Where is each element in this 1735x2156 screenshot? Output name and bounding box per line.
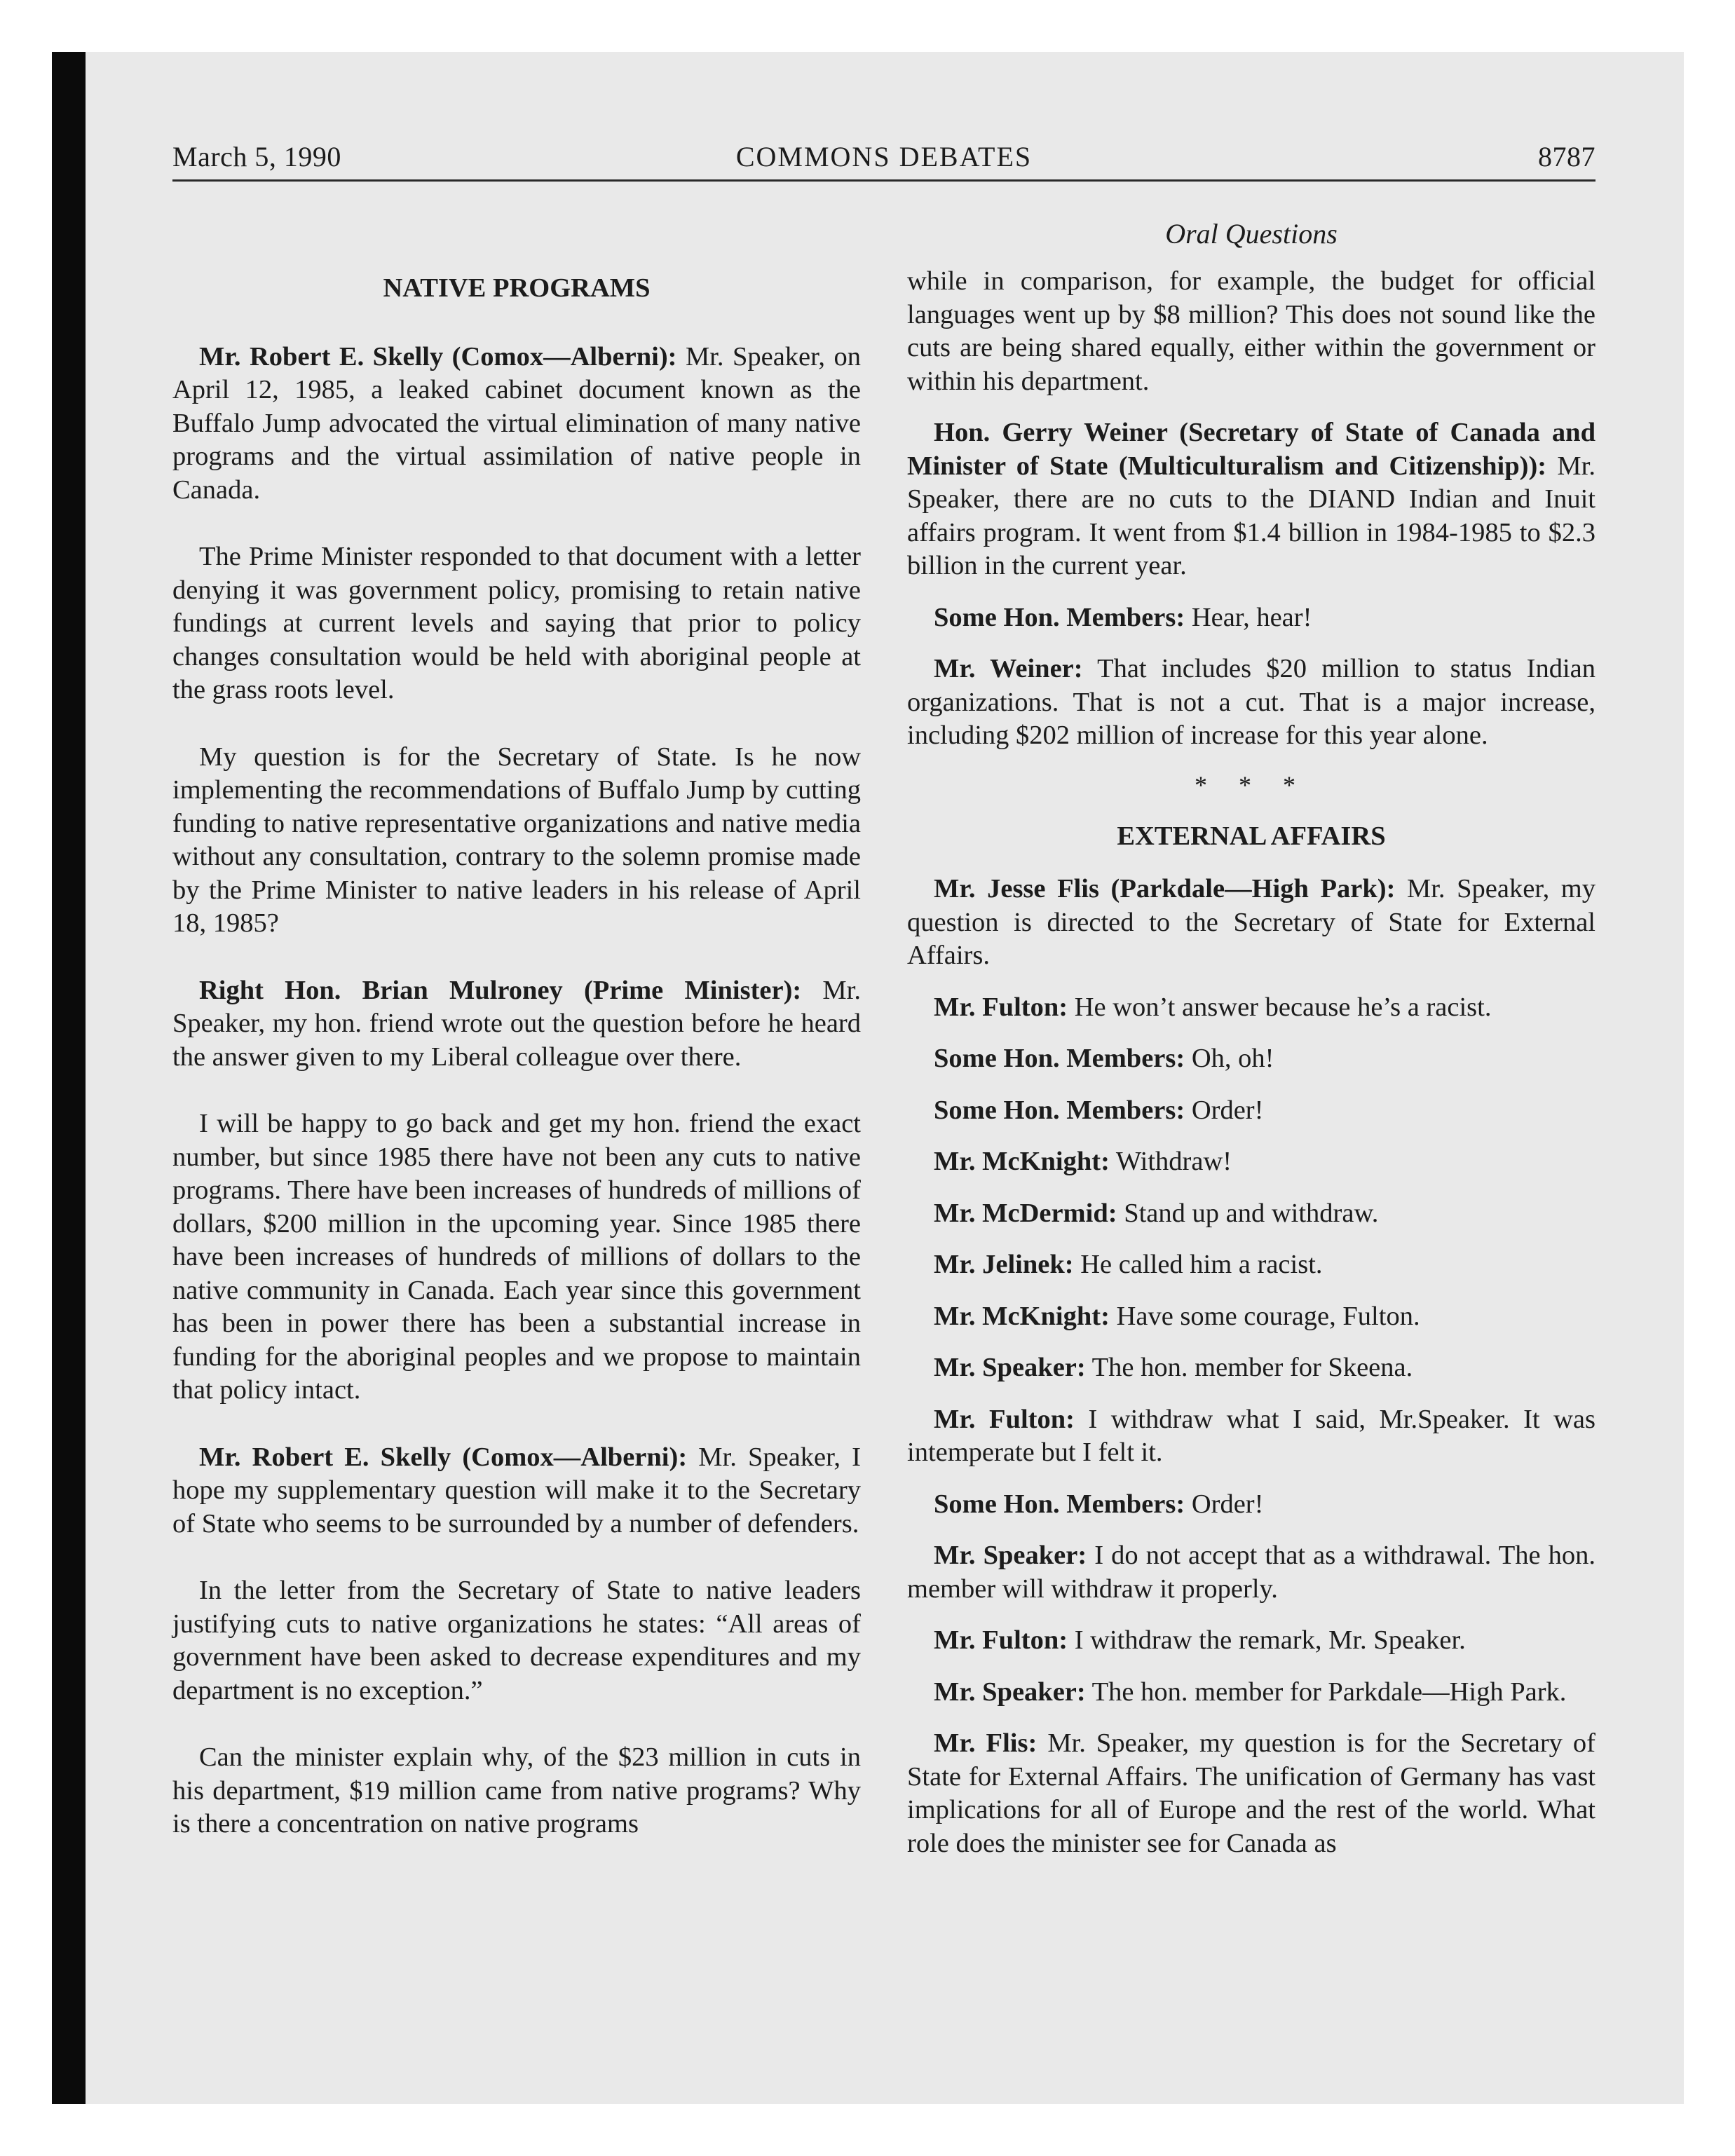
paragraph-text: I withdraw the remark, Mr. Speaker. [1068,1625,1466,1655]
paragraph-text: My question is for the Secretary of State. Is he now implementing the recommendations of Buffalo Jump by cutting funding to native representative organizations and native media without any consultation, contrary to the solemn promise made by the Prime Minister to native leaders in his release of April 18, 1985? [172,742,861,938]
paragraph [172,741,861,941]
speaker-name: Mr. Speaker: [934,1677,1086,1707]
paragraph-text: I withdraw what I said, Mr.Speaker. It was intemperate but I felt it. [907,1404,1595,1467]
paragraph-text: That includes $20 million to status Indian organizations. That is not a cut. That is a major increase, including $202 million of increase for this year alone. [907,654,1595,750]
paragraph [172,1441,861,1541]
speaker-name: Some Hon. Members: [934,1489,1185,1519]
paragraph [907,1624,1595,1658]
page-header [172,137,1595,179]
header-page-number: 8787 [1538,141,1595,172]
left-paragraphs [172,341,861,1841]
right-paragraphs-block1 [907,416,1595,753]
paragraph-text: Have some courage, Fulton. [1109,1301,1420,1331]
paragraph [907,873,1595,973]
paragraph [907,1248,1595,1282]
paragraph [907,1197,1595,1231]
paragraph [907,1145,1595,1179]
speaker-name: Mr. Robert E. Skelly (Comox—Alberni): [199,1442,688,1472]
paragraph [172,1741,861,1841]
paragraph [907,1488,1595,1522]
paragraph [907,601,1595,635]
paragraph [172,1574,861,1707]
speaker-name: Mr. Robert E. Skelly (Comox—Alberni): [199,341,677,371]
speaker-name: Hon. Gerry Weiner (Secretary of State of Canada and Minister of State (Multiculturalism and Citizenship)): [907,418,1595,481]
paragraph-text: I do not accept that as a withdrawal. The hon. member will withdraw it properly. [907,1541,1595,1604]
paragraph [907,1539,1595,1606]
speaker-name: Mr. Flis: [934,1728,1037,1758]
paragraph-text: The Prime Minister responded to that document with a letter denying it was government policy, promising to retain native fundings at current levels and saying that prior to policy changes consultation would be held with aboriginal people at the grass roots level. [172,542,861,704]
speaker-name: Mr. Jesse Flis (Parkdale—High Park): [934,874,1396,903]
left-column [172,272,861,1875]
paragraph-text: Mr. Speaker, my hon. friend wrote out the question before he heard the answer given to my Liberal colleague over there. [172,975,861,1072]
paragraph-text: Order! [1185,1489,1264,1519]
paragraph [907,991,1595,1025]
header-title: COMMONS DEBATES [735,141,1033,172]
speaker-name: Some Hon. Members: [934,1044,1185,1073]
running-head: Oral Questions [1165,218,1338,250]
paragraph [172,974,861,1074]
header-date: March 5, 1990 [172,141,341,172]
speaker-name: Mr. McDermid: [934,1198,1117,1228]
paragraph-text: Order! [1185,1095,1264,1125]
paragraph [907,1727,1595,1860]
paragraph-text: The hon. member for Parkdale—High Park. [1085,1677,1567,1707]
paragraph-text: The hon. member for Skeena. [1085,1353,1413,1382]
header-rule [172,179,1595,182]
paragraph [172,341,861,507]
paragraph-text: Hear, hear! [1185,602,1312,632]
section-heading: EXTERNAL AFFAIRS [1117,821,1386,851]
continuation-paragraph: while in comparison, for example, the budget for official languages went up by $8 million? This does not sound like the cuts are being shared equally, either within the government or within his department. [907,266,1595,396]
paragraph [907,1042,1595,1076]
paragraph [907,1351,1595,1385]
paragraph-text: Mr. Speaker, my question is directed to the Secretary of State for External Affairs. [907,874,1595,970]
right-column [907,265,1595,1878]
paragraph-text: In the letter from the Secretary of State to native leaders justifying cuts to native organizations he states: “All areas of government have been asked to decrease expenditures and my department is no exception.” [172,1576,861,1705]
paragraph-text: Oh, oh! [1185,1044,1274,1073]
speaker-name: Mr. Fulton: [934,992,1068,1022]
paragraph-text: Mr. Speaker, my question is for the Secretary of State for External Affairs. The unification of Germany has vast implications for all of Europe and the rest of the world. What role does the minister see for Canada as [907,1728,1595,1858]
paragraph-text: Mr. Speaker, on April 12, 1985, a leaked cabinet document known as the Buffalo Jump advocated the virtual elimination of many native programs and the virtual assimilation of native people in Canada. [172,341,862,505]
paragraph-text: Mr. Speaker, there are no cuts to the DIAND Indian and Inuit affairs program. It went from $1.4 billion in 1984-1985 to $2.3 billion in the current year. [907,451,1595,580]
paragraph-text: Can the minister explain why, of the $23 million in cuts in his department, $19 million came from native programs? Why is there a concentration on native programs [172,1742,861,1838]
paragraph [907,1094,1595,1128]
paragraph-text: I will be happy to go back and get my hon. friend the exact number, but since 1985 there have not been any cuts to native programs. There have been increases of hundreds of millions of dollars, $200 million in the upcoming year. Since 1985 there have been increases of hundreds of millions of dollars to the native community in Canada. Each year since this government has been in power there has been a substantial increase in funding for the aboriginal peoples and we propose to maintain that policy intact. [172,1109,861,1405]
speaker-name: Mr. Fulton: [934,1404,1075,1434]
speaker-name: Mr. Speaker: [934,1353,1086,1382]
section-separator: * * * [1195,770,1308,799]
right-paragraphs-block2 [907,873,1595,1860]
paragraph [907,1403,1595,1470]
paragraph-text: He won’t answer because he’s a racist. [1068,992,1492,1022]
speaker-name: Mr. Speaker: [934,1541,1087,1570]
paragraph [907,653,1595,753]
scan-edge-shadow [52,52,86,2104]
speaker-name: Some Hon. Members: [934,602,1185,632]
paragraph-text: Stand up and withdraw. [1117,1198,1379,1228]
speaker-name: Some Hon. Members: [934,1095,1185,1125]
paragraph [907,1300,1595,1334]
paragraph [907,1676,1595,1710]
paragraph-text: He called him a racist. [1073,1250,1323,1279]
speaker-name: Right Hon. Brian Mulroney (Prime Minister): [199,975,802,1005]
speaker-name: Mr. McKnight: [934,1301,1110,1331]
paragraph [172,1107,861,1407]
speaker-name: Mr. McKnight: [934,1147,1110,1176]
paragraph-text: Mr. Speaker, I hope my supplementary question will make it to the Secretary of State who seems to be surrounded by a number of defenders. [172,1442,861,1538]
paragraph-text: Withdraw! [1109,1147,1232,1176]
paragraph [907,416,1595,583]
speaker-name: Mr. Jelinek: [934,1250,1074,1279]
speaker-name: Mr. Fulton: [934,1625,1068,1655]
paragraph [172,540,861,707]
section-heading: NATIVE PROGRAMS [383,273,651,303]
speaker-name: Mr. Weiner: [934,654,1083,683]
